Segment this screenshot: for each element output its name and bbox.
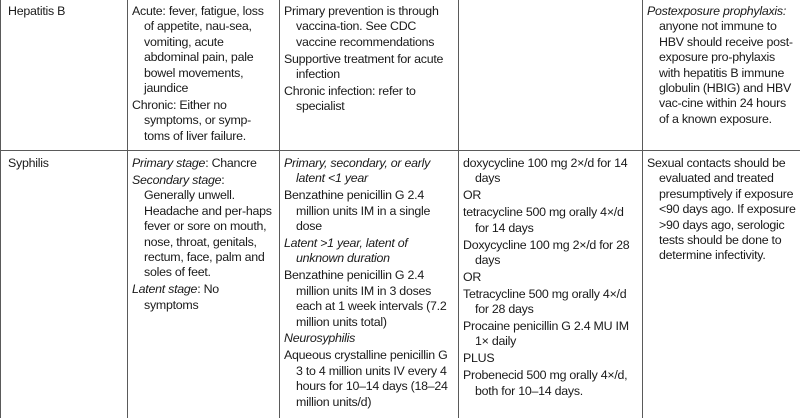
treatment-cell <box>280 151 459 419</box>
treatment-heading: Primary, secondary, or early latent <1 year <box>284 156 431 186</box>
treatment-line: Chronic infection: refer to specialist <box>284 84 416 114</box>
treatment-line: Primary prevention is through vaccina-tion. See CDC vaccine recommendations <box>284 4 439 49</box>
alternative-line: tetracycline 500 mg orally 4×/d for 14 days <box>463 205 624 235</box>
alternative-line: Tetracycline 500 mg orally 4×/d for 28 days <box>463 286 627 317</box>
stage-label: Secondary stage <box>132 172 222 187</box>
alternatives-cell <box>459 0 643 151</box>
treatment-heading: Neurosyphilis <box>284 331 356 346</box>
disease-cell <box>1 0 128 151</box>
followup-cell <box>643 0 800 151</box>
symptoms-cell <box>128 0 280 151</box>
alternative-line: doxycycline 100 mg 2×/d for 14 days <box>463 156 628 186</box>
alternatives-cell <box>459 151 643 419</box>
alternative-line: Procaine penicillin G 2.4 MU IM 1× daily <box>463 319 629 349</box>
alternative-connector: OR <box>463 188 482 203</box>
treatment-line: Aqueous crystalline penicillin G 3 to 4 million units IV every 4 hours for 10–14 days (18–24 million units/d) <box>284 348 448 409</box>
followup-label: Postexposure prophylaxis: <box>647 4 787 18</box>
treatment-line: Supportive treatment for acute infection <box>284 51 444 82</box>
disease-name: Hepatitis B <box>8 4 66 18</box>
alternative-line: Doxycycline 100 mg 2×/d for 28 days <box>463 237 630 267</box>
treatment-line: Benzathine penicillin G 2.4 million units IM in a single dose <box>284 188 431 234</box>
stage-text: : Chancre <box>205 156 257 170</box>
symptom-secondary <box>132 173 275 281</box>
table-row-hepatitis-b <box>1 0 800 151</box>
disease-cell <box>1 151 128 419</box>
disease-name: Syphilis <box>8 156 49 170</box>
followup-cell <box>643 151 800 419</box>
alternative-connector: OR <box>463 269 482 284</box>
stage-text: : No symptoms <box>144 282 219 312</box>
symptom-acute: Acute: fever, fatigue, loss of appetite, nau-sea, vomiting, acute abdominal pain, pale bowel movements, jaundice <box>132 4 264 96</box>
symptom-primary <box>132 156 275 171</box>
treatment-line: Benzathine penicillin G 2.4 million units IM in 3 doses each at 1 week intervals (7.2 million units total) <box>284 268 447 329</box>
followup-text <box>647 4 796 127</box>
symptom-chronic: Chronic: Either no symptoms, or symp-toms of liver failure. <box>132 97 252 143</box>
stage-label: Latent stage <box>132 282 198 297</box>
followup-text: Sexual contacts should be evaluated and treated presumptively if exposure <90 days ago. If exposure >90 days ago, serologic tests should be done to determine infectivity. <box>647 156 796 263</box>
followup-body: anyone not immune to HBV should receive post-exposure pro-phylaxis with hepatitis B immune globulin (HBIG) and HBV vac-cine within 24 hours of a known exposure. <box>659 19 793 126</box>
treatment-cell <box>280 0 459 151</box>
treatment-heading: Latent >1 year, latent of unknown duration <box>284 236 408 266</box>
stage-detail: Generally unwell. Headache and per-haps fever or sore on mouth, nose, throat, genitals, rectum, face, palm and soles of feet. <box>144 188 272 280</box>
stage-label: Primary stage <box>132 156 206 170</box>
stage-text: : <box>221 172 225 187</box>
table-row-syphilis <box>1 151 800 419</box>
alternative-connector: PLUS <box>463 351 495 366</box>
alternative-line: Probenecid 500 mg orally 4×/d, both for 10–14 days. <box>463 368 628 398</box>
symptoms-cell <box>128 151 280 419</box>
symptom-latent <box>132 282 275 313</box>
